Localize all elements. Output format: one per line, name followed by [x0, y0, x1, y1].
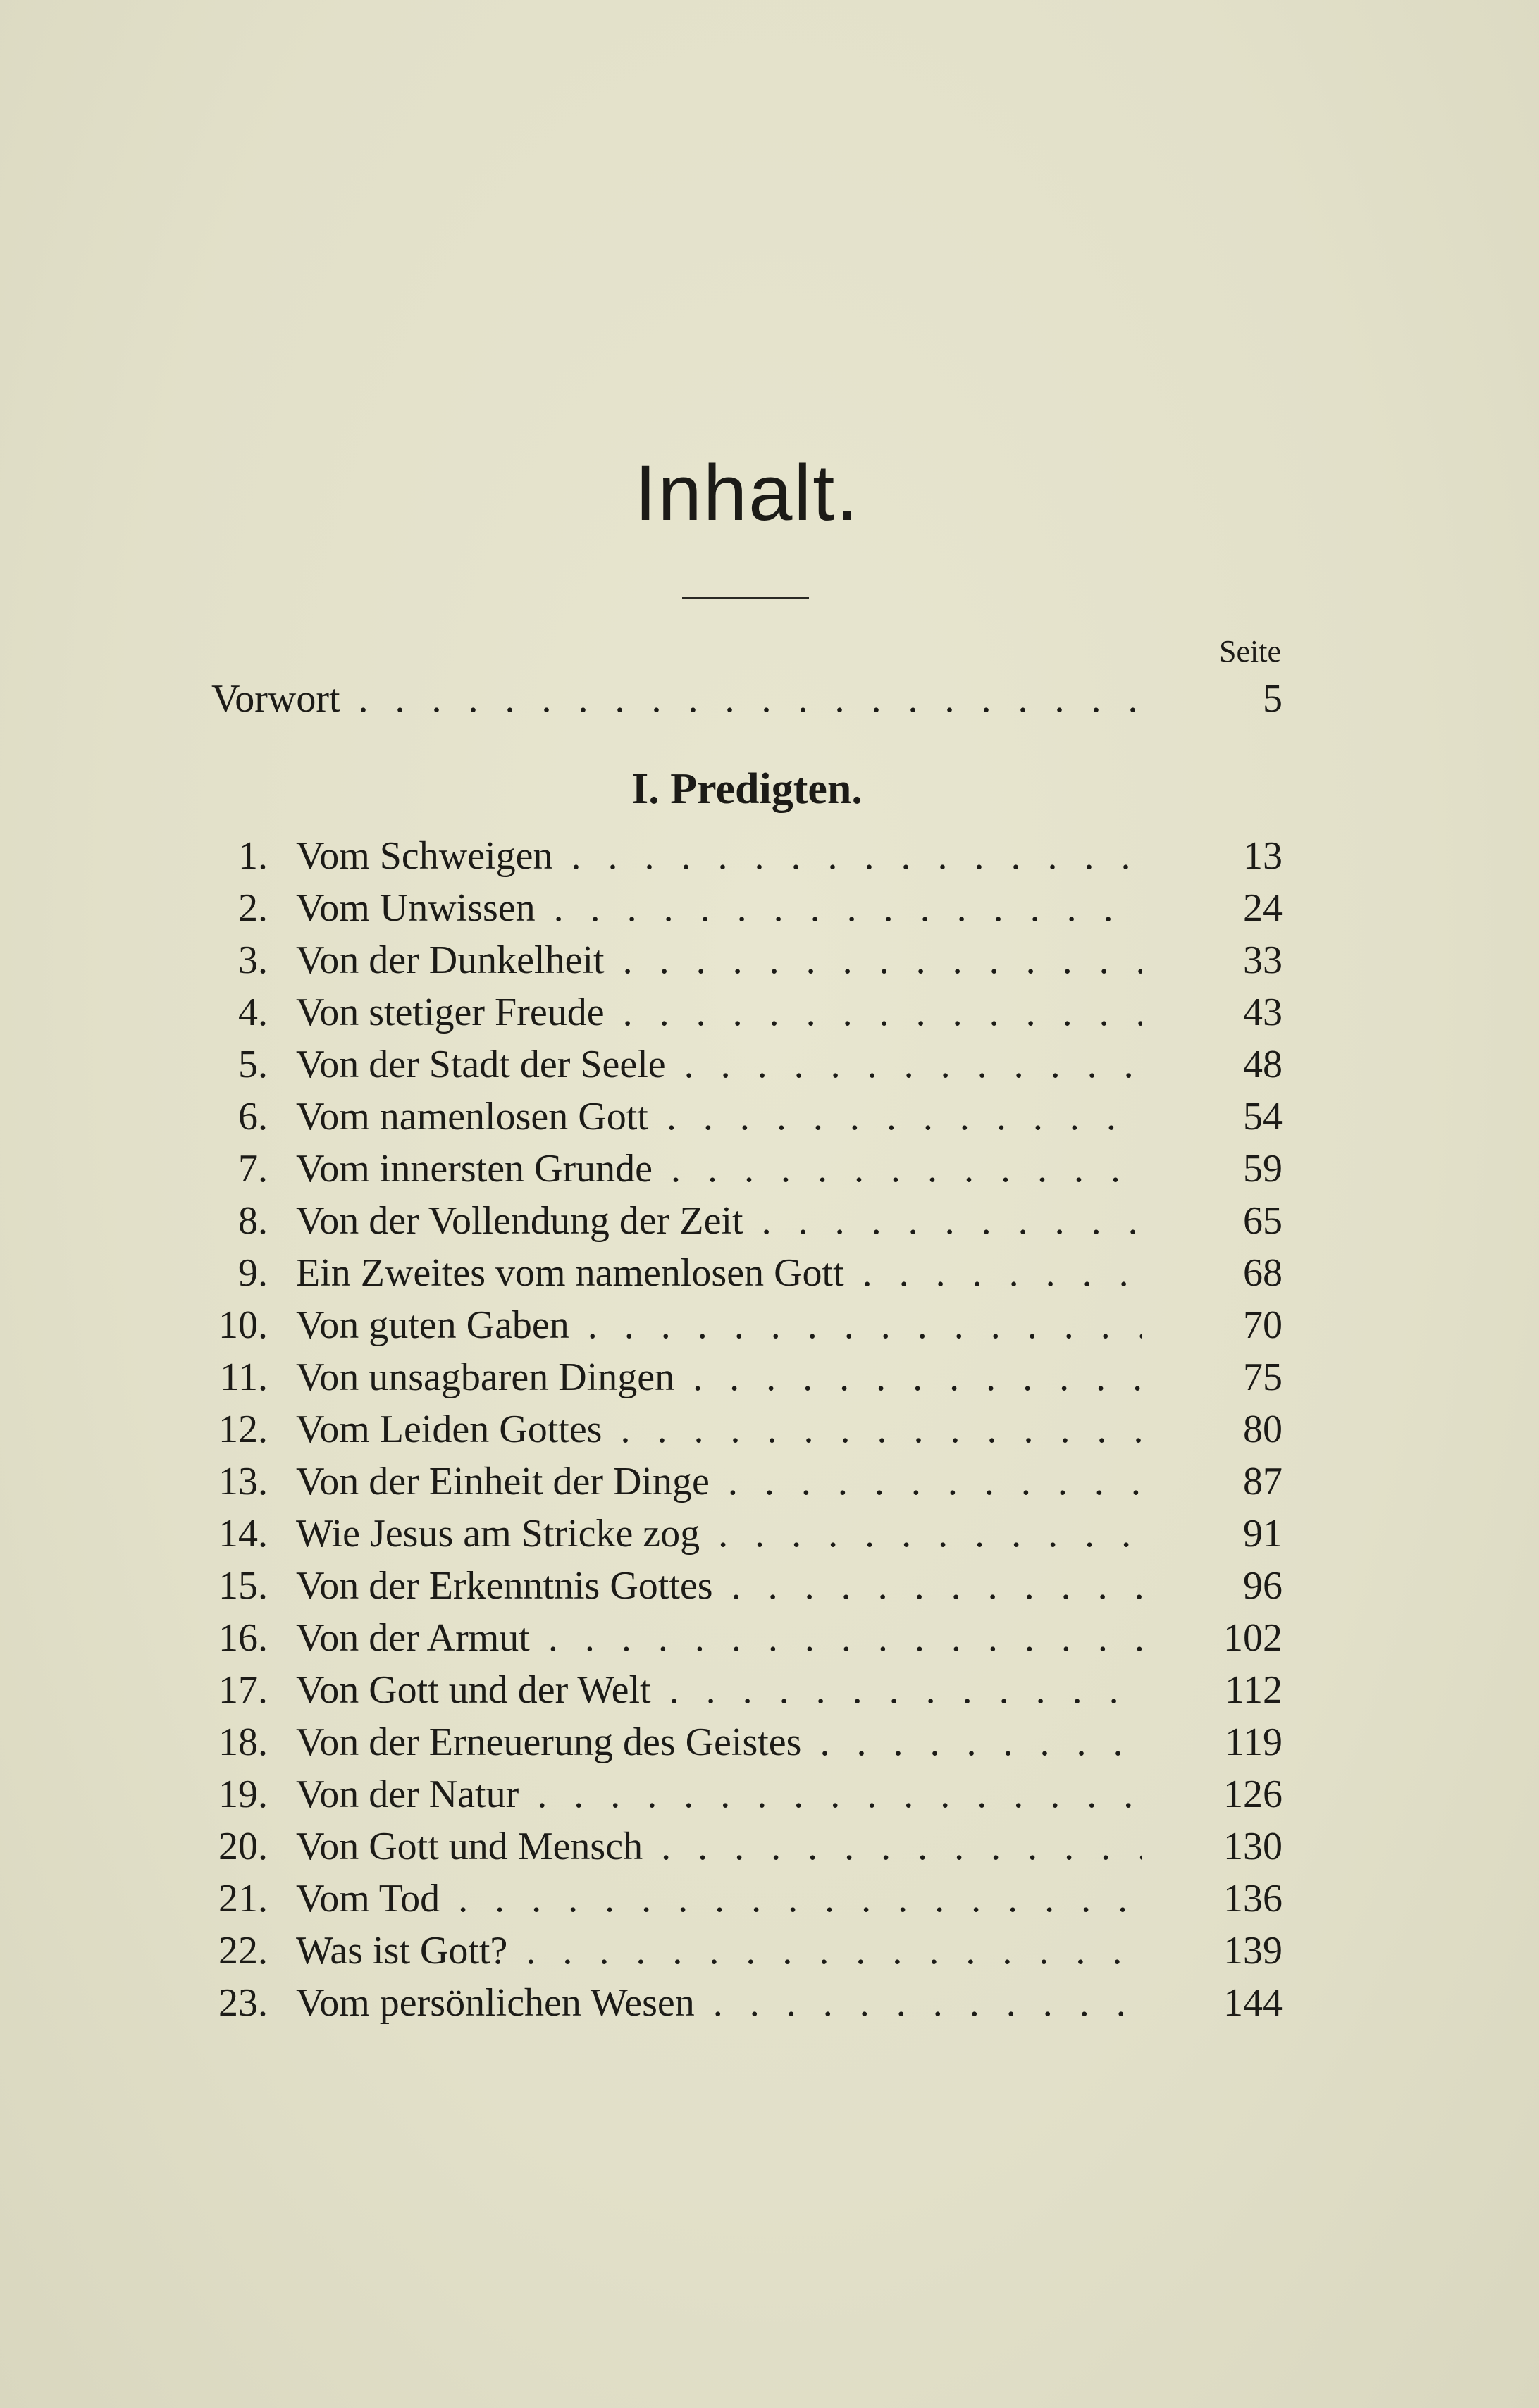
toc-entry[interactable]: [211, 1091, 1282, 1143]
toc-entry-preface[interactable]: [211, 673, 1282, 725]
toc-entry-title: Von der Dunkelheit . . .: [296, 934, 1142, 986]
toc-entry[interactable]: [211, 1768, 1282, 1820]
toc-entry-page: 48: [1243, 1043, 1282, 1086]
toc-entry-title: Was ist Gott? . . .: [296, 1925, 1142, 1977]
toc-entry-page: 96: [1243, 1564, 1282, 1608]
toc-entry-page: 144: [1223, 1981, 1282, 2025]
toc-entry-number: 18.: [218, 1720, 268, 1764]
toc-entry-page: 65: [1243, 1199, 1282, 1243]
toc-entry[interactable]: [211, 986, 1282, 1038]
toc-entry[interactable]: [211, 1977, 1282, 2029]
toc-entry[interactable]: [211, 1299, 1282, 1351]
toc-entry-number: 4.: [238, 991, 268, 1034]
toc-entry-title: Vom persönlichen Wesen . . .: [296, 1977, 1142, 2029]
toc-entry-page: 136: [1223, 1877, 1282, 1920]
toc-entry-page: 126: [1223, 1773, 1282, 1816]
toc-entry[interactable]: [211, 1820, 1282, 1873]
toc-entry[interactable]: [211, 1143, 1282, 1195]
toc-entry-number: 7.: [238, 1147, 268, 1191]
toc-entry-number: 10.: [218, 1303, 268, 1347]
toc-entry[interactable]: [211, 1716, 1282, 1768]
toc-entry-title: Vom Schweigen . . .: [296, 830, 1142, 882]
toc-entry-number: 9.: [238, 1251, 268, 1295]
toc-entry-title: Wie Jesus am Stricke zog . . .: [296, 1508, 1142, 1560]
toc-entry-number: 14.: [218, 1512, 268, 1556]
toc-entry-page: 112: [1225, 1668, 1282, 1712]
toc-entry[interactable]: [211, 882, 1282, 934]
toc-entry-number: 1.: [238, 834, 268, 878]
toc-entry-title: Vom Unwissen . . .: [296, 882, 1142, 934]
toc-entry[interactable]: [211, 1873, 1282, 1925]
toc-entry-page: 75: [1243, 1355, 1282, 1399]
toc-entry-page: 24: [1243, 886, 1282, 930]
toc-entry[interactable]: [211, 1038, 1282, 1091]
toc-entry-number: 22.: [218, 1929, 268, 1973]
toc-entry-page: 43: [1243, 991, 1282, 1034]
toc-entry[interactable]: [211, 1560, 1282, 1612]
toc-entry-number: 20.: [218, 1825, 268, 1868]
toc-entry-page: 13: [1243, 834, 1282, 878]
toc-entry-title: Von der Einheit der Dinge . . .: [296, 1456, 1142, 1508]
toc-entry-number: 23.: [218, 1981, 268, 2025]
toc-entry-title: Von Gott und Mensch . . .: [296, 1820, 1142, 1873]
toc-entry-title: Vom namenlosen Gott . . .: [296, 1091, 1142, 1143]
toc-entry[interactable]: [211, 1664, 1282, 1716]
toc-entry-number: 16.: [218, 1616, 268, 1660]
page-column-label: Seite: [1219, 634, 1281, 669]
toc-entry-page: 87: [1243, 1460, 1282, 1503]
page-title: Inhalt.: [634, 449, 860, 537]
toc-entry-number: 8.: [238, 1199, 268, 1243]
toc-entry-number: 2.: [238, 886, 268, 930]
toc-entry-page: 102: [1223, 1616, 1282, 1660]
toc-entry-page: 139: [1223, 1929, 1282, 1973]
toc-entry-page: 54: [1243, 1095, 1282, 1138]
toc-entry-title: Vom Leiden Gottes . . .: [296, 1403, 1142, 1456]
toc-entry-number: 3.: [238, 938, 268, 982]
toc-entry[interactable]: [211, 1351, 1282, 1403]
toc-entry-page: 70: [1243, 1303, 1282, 1347]
toc-entry-page: 5: [1263, 677, 1282, 721]
toc-entry-title: Von der Erneuerung des Geistes . . .: [296, 1716, 1142, 1768]
toc-entry-title: Von unsagbaren Dingen . . .: [296, 1351, 1142, 1403]
toc-entry[interactable]: [211, 1612, 1282, 1664]
toc-entry-title: Ein Zweites vom namenlosen Gott . . .: [296, 1247, 1142, 1299]
toc-entry-number: 11.: [220, 1355, 268, 1399]
toc-entry-number: 21.: [218, 1877, 268, 1920]
toc-entry[interactable]: [211, 1403, 1282, 1456]
toc-entry[interactable]: [211, 830, 1282, 882]
toc-entry-page: 68: [1243, 1251, 1282, 1295]
toc-entry-page: 119: [1225, 1720, 1282, 1764]
toc-entry-page: 59: [1243, 1147, 1282, 1191]
toc-entry[interactable]: [211, 1195, 1282, 1247]
toc-entry-page: 130: [1223, 1825, 1282, 1868]
toc-entry-page: 91: [1243, 1512, 1282, 1556]
toc-entry-title: Von der Natur . . .: [296, 1768, 1142, 1820]
toc-entry[interactable]: [211, 1925, 1282, 1977]
toc-entry-title: Von stetiger Freude . . .: [296, 986, 1142, 1038]
toc-entry-title: Von der Vollendung der Zeit . . .: [296, 1195, 1142, 1247]
toc-entry-number: 13.: [218, 1460, 268, 1503]
toc-entry-number: 12.: [218, 1408, 268, 1451]
toc-entry-title: Vorwort . . .: [211, 673, 1142, 725]
toc-entry[interactable]: [211, 1456, 1282, 1508]
toc-entry-title: Vom Tod . . .: [296, 1873, 1142, 1925]
toc-entry[interactable]: [211, 1247, 1282, 1299]
toc-entry-number: 6.: [238, 1095, 268, 1138]
toc-entry-page: 80: [1243, 1408, 1282, 1451]
toc-entry-title: Vom innersten Grunde . . .: [296, 1143, 1142, 1195]
toc-entry[interactable]: [211, 1508, 1282, 1560]
toc-entry-number: 15.: [218, 1564, 268, 1608]
toc-entry-number: 5.: [238, 1043, 268, 1086]
toc-entry[interactable]: [211, 934, 1282, 986]
toc-entry-title: Von guten Gaben . . .: [296, 1299, 1142, 1351]
toc-entry-title: Von Gott und der Welt . . .: [296, 1664, 1142, 1716]
toc-entry-number: 19.: [218, 1773, 268, 1816]
toc-entry-title: Von der Stadt der Seele . . .: [296, 1038, 1142, 1091]
toc-entry-title: Von der Erkenntnis Gottes . . .: [296, 1560, 1142, 1612]
section-heading: I. Predigten.: [631, 765, 863, 813]
title-divider: [682, 597, 809, 599]
toc-entry-page: 33: [1243, 938, 1282, 982]
toc-entry-title: Von der Armut . . .: [296, 1612, 1142, 1664]
toc-entry-number: 17.: [218, 1668, 268, 1712]
